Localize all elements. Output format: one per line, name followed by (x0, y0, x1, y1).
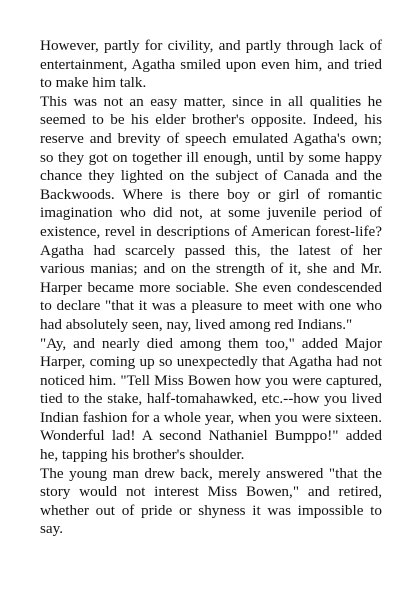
document-page (40, 37, 382, 539)
paragraph: "Ay, and nearly died among them too," added Major Harper, coming up so unexpectedly that Agatha had not noticed him. "Tell Miss Bowen how you were captured, tied to the stake, half-tomahawked, etc.--how you lived Indian fashion for a whole year, when you were sixteen. Wonderful lad! A second Nathaniel Bumppo!" added he, tapping his brother's shoulder. (40, 334, 382, 464)
paragraph: However, partly for civility, and partly through lack of entertainment, Agatha smiled upon even him, and tried to make him talk. (40, 37, 382, 92)
paragraph: This was not an easy matter, since in all qualities he seemed to be his elder brother's opposite. Indeed, his reserve and brevity of speech emulated Agatha's own; so they got on together ill enough, until by some happy chance they lighted on the subject of Canada and the Backwoods. Where is there boy or girl of romantic imagination who did not, at some juvenile period of existence, revel in descriptions of American forest-life? Agatha had scarcely passed this, the latest of her various manias; and on the strength of it, she and Mr. Harper became more sociable. She even condescended to declare "that it was a pleasure to meet with one who had absolutely seen, nay, lived among red Indians." (40, 92, 382, 333)
paragraph: The young man drew back, merely answered "that the story would not interest Miss Bowen," and retired, whether out of pride or shyness it was impossible to say. (40, 464, 382, 538)
